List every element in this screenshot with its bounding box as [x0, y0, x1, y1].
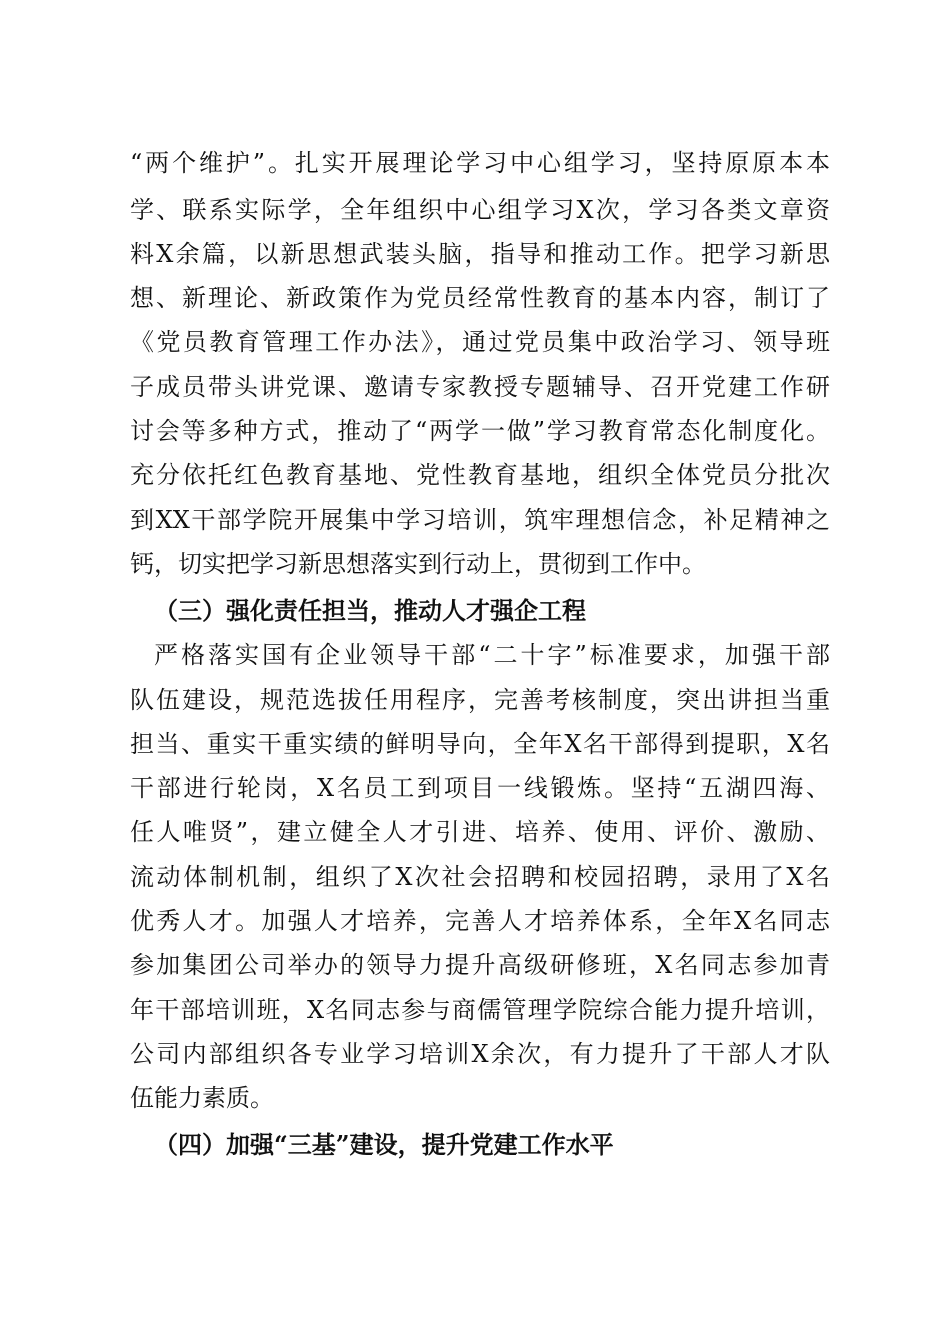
paragraph-line: 伍能力素质。: [130, 1084, 274, 1112]
paragraph-line: 担当、重实干重实绩的鲜明导向，全年X名干部得到提职，X名: [130, 730, 830, 758]
paragraph-line: 子成员带头讲党课、邀请专家教授专题辅导、召开党建工作研: [130, 373, 830, 401]
paragraph-line: 《党员教育管理工作办法》，通过党员集中政治学习、领导班: [130, 328, 830, 356]
paragraph-line: 钙，切实把学习新思想落实到行动上，贯彻到工作中。: [130, 550, 706, 578]
paragraph-line: 严格落实国有企业领导干部“二十字”标准要求，加强干部: [154, 641, 830, 669]
paragraph-line: 干部进行轮岗，X名员工到项目一线锻炼。坚持“五湖四海、: [130, 774, 830, 802]
paragraph-line: 任人唯贤”，建立健全人才引进、培养、使用、评价、激励、: [130, 818, 830, 846]
paragraph-line: 优秀人才。加强人才培养，完善人才培养体系，全年X名同志: [130, 907, 830, 935]
paragraph-line: 想、新理论、新政策作为党员经常性教育的基本内容，制订了: [130, 284, 830, 312]
paragraph-line: 参加集团公司举办的领导力提升高级研修班，X名同志参加青: [130, 951, 830, 979]
paragraph-line: 公司内部组织各专业学习培训X余次，有力提升了干部人才队: [130, 1040, 830, 1068]
paragraph-line: 年干部培训班，X名同志参与商儒管理学院综合能力提升培训，: [130, 996, 830, 1024]
section-heading-4: （四）加强“三基”建设，提升党建工作水平: [154, 1130, 614, 1159]
paragraph-line: 讨会等多种方式，推动了“两学一做”学习教育常态化制度化。: [130, 417, 830, 445]
paragraph-line: 料X余篇，以新思想武装头脑，指导和推动工作。把学习新思: [130, 240, 830, 268]
paragraph-line: 充分依托红色教育基地、党性教育基地，组织全体党员分批次: [130, 461, 830, 489]
paragraph-line: 到XX干部学院开展集中学习培训，筑牢理想信念，补足精神之: [130, 506, 830, 534]
paragraph-line: 学、联系实际学，全年组织中心组学习X次，学习各类文章资: [130, 196, 830, 224]
section-heading-3: （三）强化责任担当，推动人才强企工程: [154, 596, 586, 625]
paragraph-line: 流动体制机制，组织了X次社会招聘和校园招聘，录用了X名: [130, 863, 830, 891]
paragraph-line: “两个维护”。扎实开展理论学习中心组学习，坚持原原本本: [130, 149, 830, 177]
paragraph-line: 队伍建设，规范选拔任用程序，完善考核制度，突出讲担当重: [130, 686, 830, 714]
